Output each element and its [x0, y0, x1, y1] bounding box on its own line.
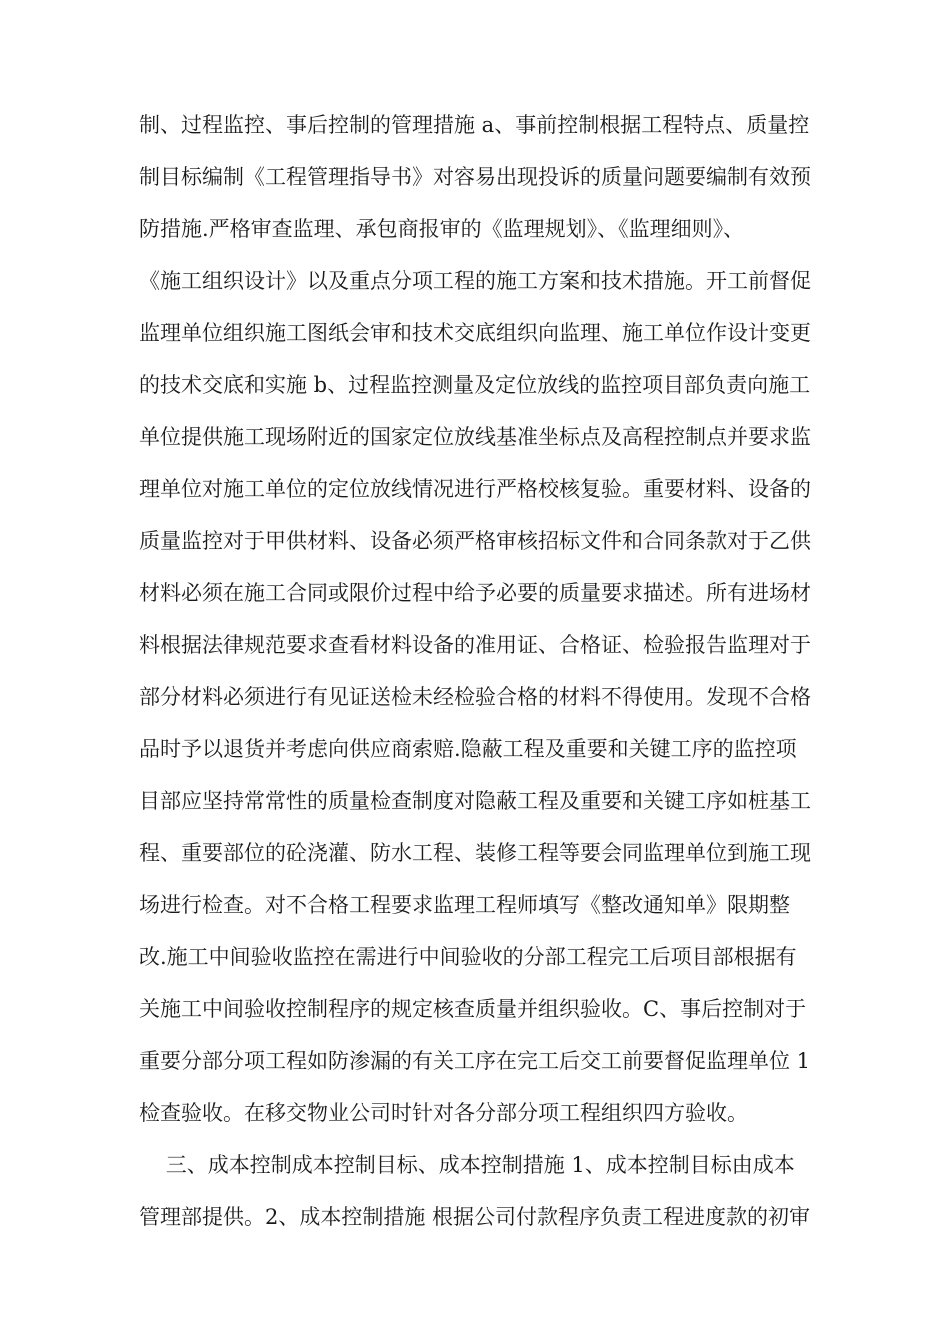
text-line-12: 部分材料必须进行有见证送检未经检验合格的材料不得使用。发现不合格	[139, 685, 811, 709]
text-line-15: 程、重要部位的砼浇灌、防水工程、装修工程等要会同监理单位到施工现	[139, 841, 811, 865]
text-line-9: 质量监控对于甲供材料、设备必须严格审核招标文件和合同条款对于乙供	[139, 529, 811, 553]
text-line-11: 料根据法律规范要求查看材料设备的准用证、合格证、检验报告监理对于	[139, 633, 811, 657]
text-line-6: 的技术交底和实施 b、过程监控测量及定位放线的监控项目部负责向施工	[139, 373, 811, 397]
text-line-1: 制、过程监控、事后控制的管理措施 a、事前控制根据工程特点、质量控	[139, 113, 810, 137]
text-line-4: 《施工组织设计》以及重点分项工程的施工方案和技术措施。开工前督促	[139, 269, 811, 293]
text-line-16: 场进行检查。对不合格工程要求监理工程师填写《整改通知单》限期整	[139, 893, 790, 917]
text-line-19: 重要分部分项工程如防渗漏的有关工序在完工后交工前要督促监理单位 1	[139, 1049, 811, 1073]
text-line-8: 理单位对施工单位的定位放线情况进行严格校核复验。重要材料、设备的	[139, 477, 811, 501]
text-line-7: 单位提供施工现场附近的国家定位放线基准坐标点及高程控制点并要求监	[139, 425, 811, 449]
text-line-17: 改.施工中间验收监控在需进行中间验收的分部工程完工后项目部根据有	[139, 945, 797, 969]
text-line-20: 检查验收。在移交物业公司时针对各分部分项工程组织四方验收。	[139, 1101, 748, 1125]
text-line-21: 三、成本控制成本控制目标、成本控制措施 1、成本控制目标由成本	[139, 1153, 795, 1177]
text-line-3: 防措施.严格审查监理、承包商报审的《监理规划》、《监理细则》、	[139, 217, 745, 241]
text-line-13: 品时予以退货并考虑向供应商索赔.隐蔽工程及重要和关键工序的监控项	[139, 737, 797, 761]
text-line-5: 监理单位组织施工图纸会审和技术交底组织向监理、施工单位作设计变更	[139, 321, 811, 345]
text-line-2: 制目标编制《工程管理指导书》对容易出现投诉的质量问题要编制有效预	[139, 165, 811, 189]
text-line-22: 管理部提供。2、成本控制措施 根据公司付款程序负责工程进度款的初审	[139, 1205, 811, 1229]
text-line-18: 关施工中间验收控制程序的规定核查质量并组织验收。C、事后控制对于	[139, 997, 807, 1021]
text-line-14: 目部应坚持常常性的质量检查制度对隐蔽工程及重要和关键工序如桩基工	[139, 789, 811, 813]
text-line-10: 材料必须在施工合同或限价过程中给予必要的质量要求描述。所有进场材	[139, 581, 811, 605]
